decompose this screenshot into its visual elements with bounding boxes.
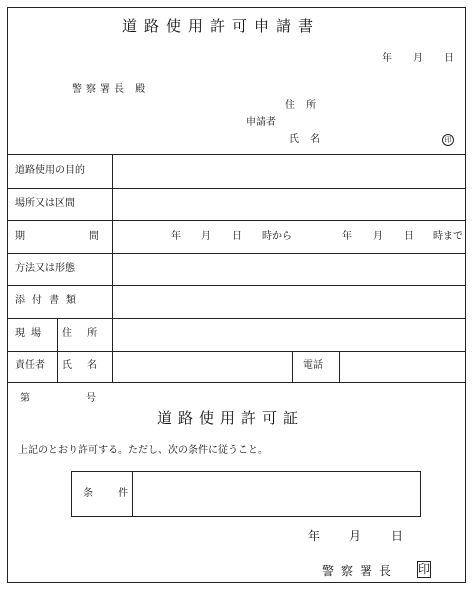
application-date-year: 年 — [382, 53, 392, 64]
site-address-field[interactable] — [114, 320, 463, 349]
period-from-hour: 時から — [262, 231, 292, 242]
period-to-day: 日 — [404, 231, 414, 242]
condition-box — [71, 471, 421, 517]
method-field[interactable] — [114, 255, 463, 284]
attachments-field[interactable] — [114, 287, 463, 316]
applicant-label: 申請者 — [246, 117, 276, 128]
permit-application-form — [7, 7, 466, 583]
police-chief-label: 警察署長 — [322, 564, 399, 578]
location-field[interactable] — [114, 190, 463, 219]
purpose-label: 道路使用の目的 — [15, 165, 85, 176]
applicant-name-label: 氏 名 — [289, 134, 325, 145]
section-divider — [8, 382, 465, 383]
location-label: 場所又は区間 — [15, 198, 75, 209]
attachments-label: 添付書類 — [15, 295, 83, 306]
period-from-year: 年 — [171, 231, 181, 242]
application-date-month: 月 — [413, 53, 423, 64]
addressee: 警察署長 殿 — [72, 84, 150, 95]
period-from-month: 月 — [201, 231, 211, 242]
manager-name-label: 氏 名 — [62, 360, 104, 371]
manager-name-field[interactable] — [114, 353, 290, 381]
seal-mark-icon: 印 — [442, 134, 454, 146]
site-address-label: 住 所 — [62, 328, 104, 339]
application-date-day: 日 — [444, 53, 454, 64]
official-seal-icon: 印 — [418, 562, 431, 576]
manager-label: 責任者 — [15, 360, 45, 371]
divider — [8, 220, 465, 221]
permit-number-suffix: 号 — [86, 393, 96, 404]
divider — [8, 188, 465, 189]
divider — [112, 318, 113, 382]
divider — [8, 253, 465, 254]
condition-label: 条 件 — [83, 488, 140, 499]
divider — [8, 351, 465, 352]
permit-date-month: 月 — [349, 529, 362, 543]
divider — [292, 351, 293, 382]
permit-title: 道路使用許可証 — [157, 409, 305, 427]
divider — [339, 351, 340, 382]
period-label-2: 間 — [89, 231, 99, 242]
purpose-field[interactable] — [114, 156, 463, 186]
divider — [8, 285, 465, 286]
period-to-hour: 時まで — [433, 231, 463, 242]
period-from-day: 日 — [232, 231, 242, 242]
divider — [8, 154, 465, 155]
phone-label: 電話 — [303, 360, 323, 371]
permit-number-label: 第 — [20, 393, 30, 404]
divider — [8, 318, 465, 319]
method-label: 方法又は形態 — [15, 263, 75, 274]
permit-date-year: 年 — [308, 529, 321, 543]
permit-date-day: 日 — [391, 529, 404, 543]
permit-statement: 上記のとおり許可する。ただし、次の条件に従うこと。 — [18, 445, 268, 456]
phone-field[interactable] — [341, 353, 463, 381]
period-label: 期 — [15, 231, 25, 242]
application-title: 道路使用許可申請書 — [122, 17, 321, 35]
applicant-address-label: 住 所 — [285, 100, 321, 111]
divider — [112, 285, 113, 318]
divider — [57, 318, 58, 382]
period-to-year: 年 — [342, 231, 352, 242]
site-label: 現場 — [15, 328, 47, 339]
divider — [112, 154, 113, 285]
period-to-month: 月 — [373, 231, 383, 242]
condition-field[interactable] — [134, 473, 418, 515]
